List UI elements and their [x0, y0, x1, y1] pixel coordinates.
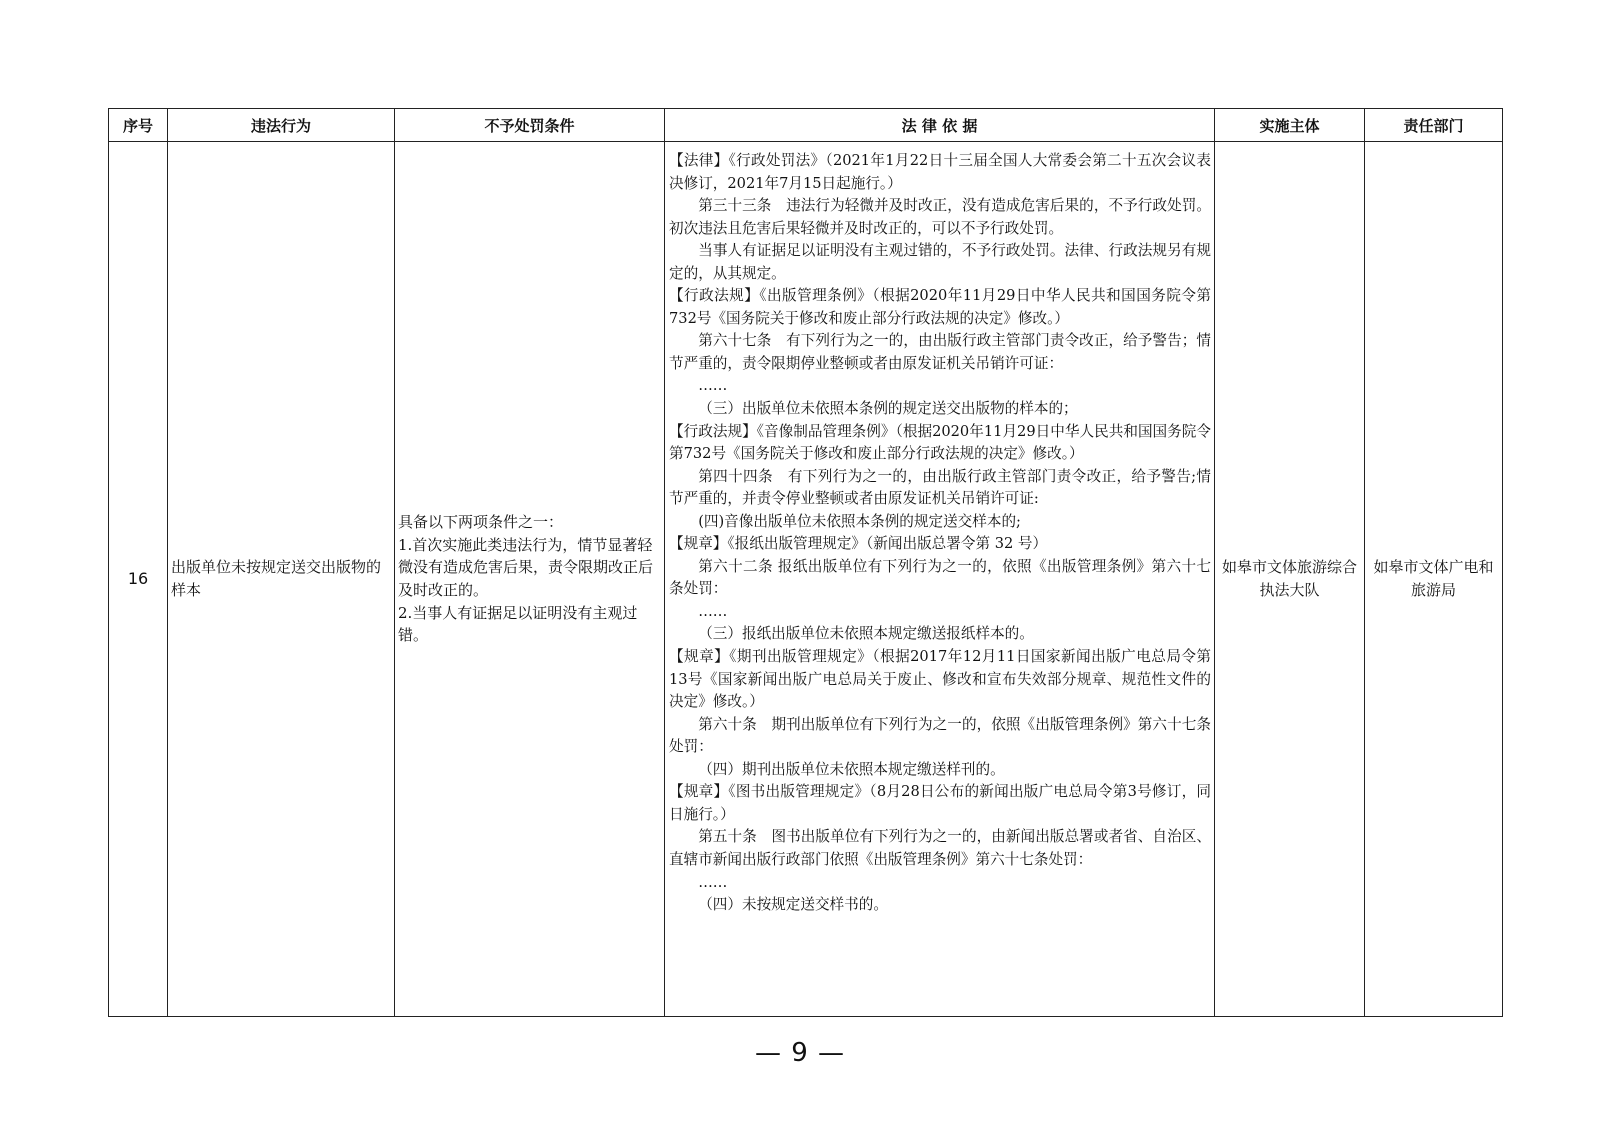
page-number: — 9 — — [754, 1038, 846, 1068]
legal-basis-paragraph: （三）出版单位未依照本条例的规定送交出版物的样本的； — [698, 400, 1078, 418]
header-violation: 违法行为 — [168, 109, 395, 142]
header-implementing-body: 实施主体 — [1215, 109, 1365, 142]
header-exemption-conditions: 不予处罚条件 — [395, 109, 665, 142]
legal-basis-paragraph: 第三十三条 违法行为轻微并及时改正，没有造成危害后果的，不予行政处罚。初次违法且危害后果轻微并及时改正的，可以不予行政处罚。 — [669, 197, 1211, 237]
table-row — [109, 142, 1503, 1017]
legal-basis-paragraph: 第六十条 期刊出版单位有下列行为之一的，依照《出版管理条例》第六十七条处罚： — [669, 715, 1211, 756]
legal-basis-paragraph: …… — [698, 873, 728, 891]
condition-item-1: 1.首次实施此类违法行为，情节显著轻微没有造成危害后果，责令限期改正后及时改正的。 — [398, 535, 654, 599]
header-responsible-department: 责任部门 — [1365, 109, 1503, 142]
penalty-exemption-table — [108, 108, 1503, 1017]
legal-basis-paragraph: 【行政法规】《音像制品管理条例》（根据2020年11月29日中华人民共和国国务院令第732号《国务院关于修改和废止部分行政法规的决定》修改。） — [669, 422, 1211, 463]
row-implementing-body: 如皋市文体旅游综合执法大队 — [1215, 142, 1365, 1017]
legal-basis-paragraph: （三）报纸出版单位未依照本规定缴送报纸样本的。 — [698, 625, 1034, 643]
row-exemption-conditions — [395, 142, 665, 1017]
legal-basis-paragraph: …… — [698, 602, 728, 620]
legal-basis-paragraph: …… — [698, 377, 728, 395]
table-header-row — [109, 109, 1503, 142]
legal-basis-paragraph: 【规章】《期刊出版管理规定》（根据2017年12月11日国家新闻出版广电总局令第13号《国家新闻出版广电总局关于废止、修改和宣布失效部分规章、规范性文件的决定》修改。） — [669, 648, 1211, 711]
row-legal-basis — [665, 142, 1215, 1017]
condition-item-2: 2.当事人有证据足以证明没有主观过错。 — [398, 603, 638, 645]
row-serial-number: 16 — [109, 142, 168, 1017]
legal-basis-paragraph: 【法律】《行政处罚法》（2021年1月22日十三届全国人大常委会第二十五次会议表决修订，2021年7月15日起施行。） — [669, 152, 1211, 192]
legal-basis-paragraph: （四）未按规定送交样书的。 — [698, 896, 888, 914]
header-legal-basis: 法 律 依 据 — [665, 109, 1215, 142]
legal-basis-paragraph: (四)音像出版单位未依照本条例的规定送交样本的; — [698, 512, 1021, 530]
header-serial-number: 序号 — [109, 109, 168, 142]
legal-basis-paragraph: 【规章】《报纸出版管理规定》（新闻出版总署令第 32 号） — [669, 535, 1048, 553]
legal-basis-paragraph: 当事人有证据足以证明没有主观过错的，不予行政处罚。法律、行政法规另有规定的，从其规定。 — [669, 242, 1211, 282]
legal-basis-paragraph: 第六十七条 有下列行为之一的，由出版行政主管部门责令改正，给予警告；情节严重的，责令限期停业整顿或者由原发证机关吊销许可证： — [669, 332, 1211, 372]
legal-basis-paragraph: 第六十二条 报纸出版单位有下列行为之一的，依照《出版管理条例》第六十七条处罚： — [669, 557, 1211, 598]
penalty-table-container — [108, 108, 1502, 1017]
legal-basis-paragraph: （四）期刊出版单位未依照本规定缴送样刊的。 — [698, 760, 1005, 778]
legal-basis-paragraph: 【规章】《图书出版管理规定》（8月28日公布的新闻出版广电总局令第3号修订，同日施行。） — [669, 783, 1211, 823]
condition-intro: 具备以下两项条件之一： — [398, 513, 564, 532]
legal-basis-paragraph: 【行政法规】《出版管理条例》（根据2020年11月29日中华人民共和国国务院令第732号《国务院关于修改和废止部分行政法规的决定》修改。） — [669, 287, 1211, 327]
row-violation: 出版单位未按规定送交出版物的样本 — [168, 142, 395, 1017]
legal-basis-paragraph: 第四十四条 有下列行为之一的，由出版行政主管部门责令改正，给予警告;情节严重的，并责令停业整顿或者由原发证机关吊销许可证: — [669, 467, 1211, 508]
legal-basis-paragraph: 第五十条 图书出版单位有下列行为之一的，由新闻出版总署或者省、自治区、直辖市新闻出版行政部门依照《出版管理条例》第六十七条处罚： — [669, 828, 1211, 868]
row-responsible-department: 如皋市文体广电和旅游局 — [1365, 142, 1503, 1017]
